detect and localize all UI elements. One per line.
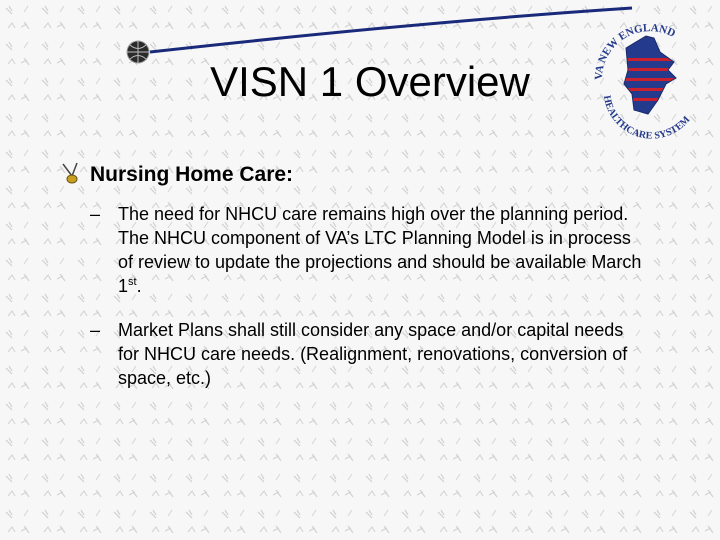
sub-bullet-2 <box>90 318 660 390</box>
logo-text-top: VA NEW ENGLAND <box>592 22 678 81</box>
bullet-heading: Nursing Home Care: <box>90 163 294 186</box>
sentence-end: . <box>136 276 142 296</box>
va-new-england-logo <box>588 18 708 148</box>
pen-bullet-icon <box>60 162 82 188</box>
dash-marker: – <box>90 320 101 340</box>
sub-bullet-text <box>118 202 648 298</box>
bullet-item <box>60 160 660 190</box>
sub-bullet-1 <box>90 202 660 298</box>
globe-icon <box>127 41 149 63</box>
sub-bullet-body: The need for NHCU care remains high over the planning period. The NHCU component of VA’s LTC Planning Model is in process of review to update the projections and should be available March 1 <box>118 204 642 296</box>
ordinal-suffix: st <box>128 276 137 288</box>
logo-text-bottom: HEALTHCARE SYSTEM <box>600 94 693 142</box>
dash-marker: – <box>90 204 101 224</box>
slide-body <box>60 160 660 390</box>
slide-title: VISN 1 Overview <box>210 58 530 105</box>
sub-bullet-text: Market Plans shall still consider any space and/or capital needs for NHCU care needs. (Realignment, renovations, conversion of space, etc.) <box>118 320 628 388</box>
